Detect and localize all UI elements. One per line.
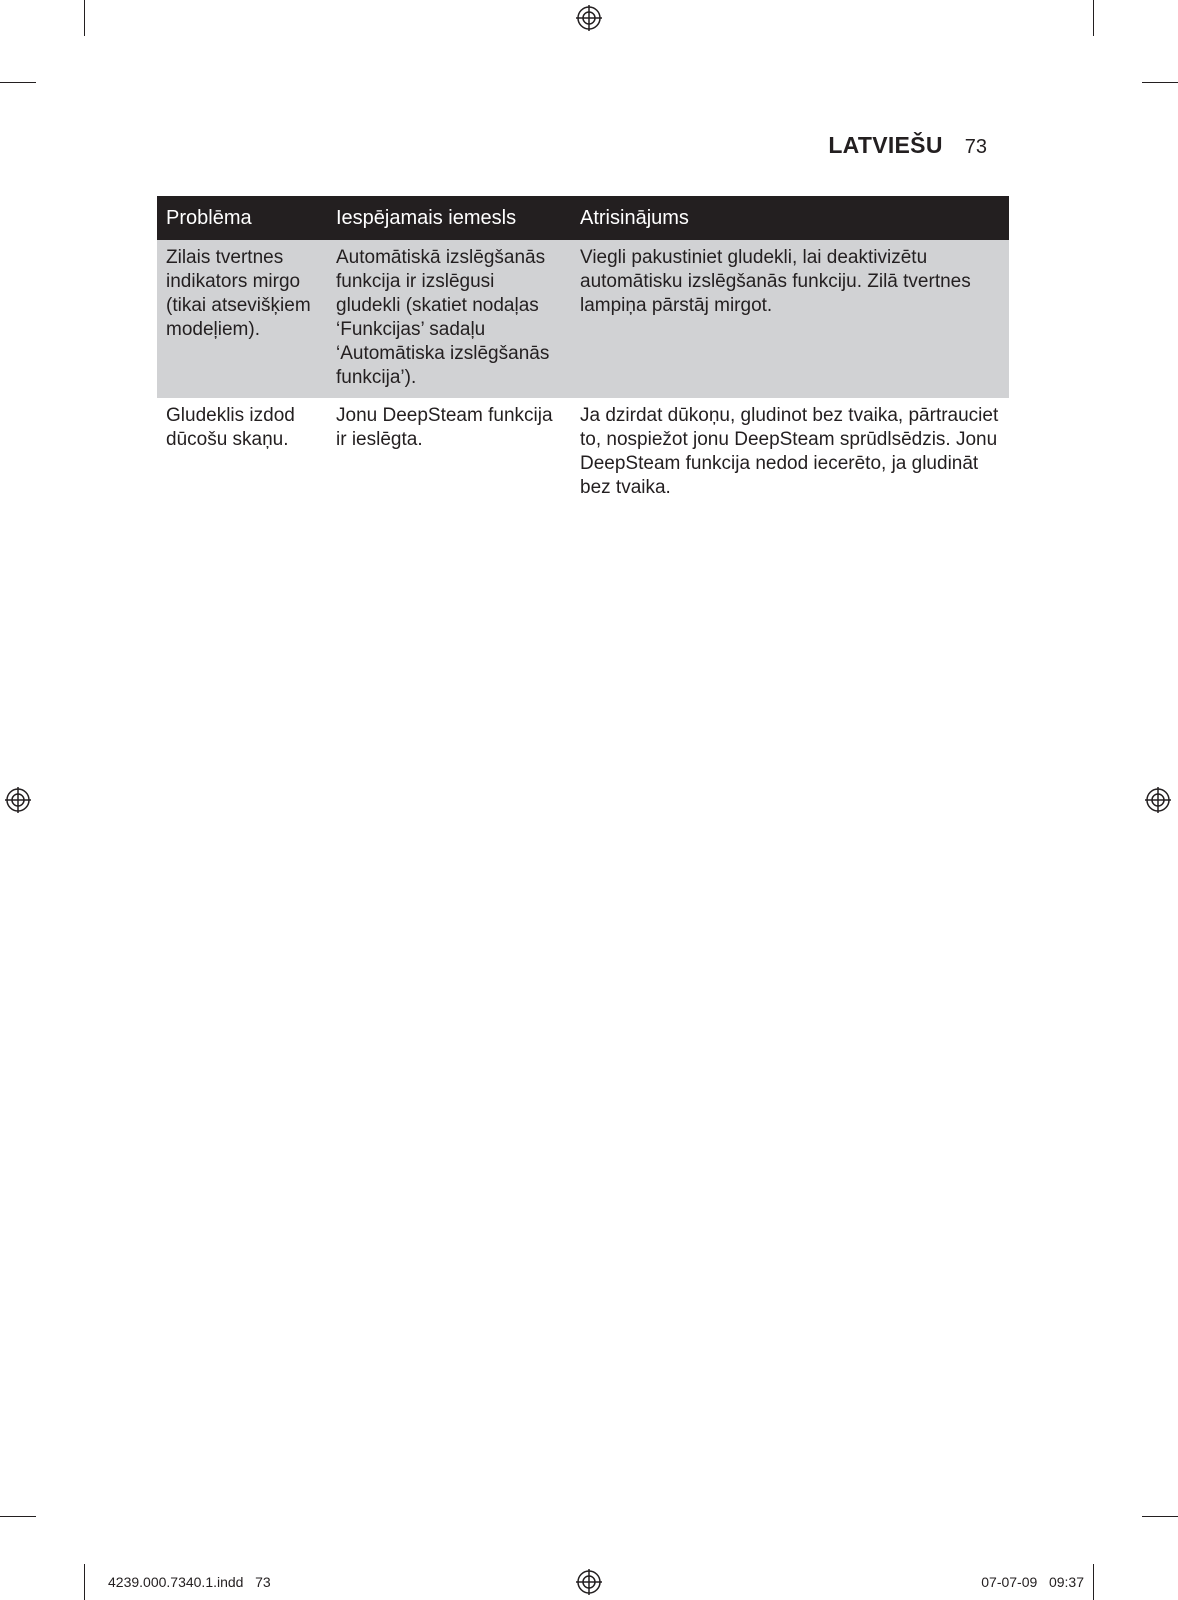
registration-mark-bottom-icon xyxy=(576,1569,602,1595)
crop-mark-bottom-left-horizontal xyxy=(0,1516,36,1517)
registration-mark-right-icon xyxy=(1145,787,1171,813)
crop-mark-bottom-right-vertical xyxy=(1093,1564,1094,1600)
cause-cell: Automātiskā izslēgšanās funkcija ir izslēgusi gludekli (skatiet nodaļas ‘Funkcijas’ sadaļu ‘Automātiska izslēgšanās funkcija’). xyxy=(327,240,571,398)
problem-cell: Gludeklis izdod dūcošu skaņu. xyxy=(166,405,295,450)
section-language-title: LATVIEŠU xyxy=(828,132,943,158)
crop-mark-top-left-vertical xyxy=(84,0,85,36)
registration-mark-left-icon xyxy=(5,787,31,813)
table-row xyxy=(157,398,1009,508)
crop-mark-bottom-left-vertical xyxy=(84,1564,85,1600)
registration-mark-top-icon xyxy=(576,5,602,31)
crop-mark-top-left-horizontal xyxy=(0,82,36,83)
problem-cell: Zilais tvertnes indikators mirgo (tikai atsevišķiem modeļiem). xyxy=(157,240,327,398)
column-header-problem: Problēma xyxy=(157,196,327,240)
footer-date-time: 07-07-09 09:37 xyxy=(981,1574,1084,1590)
column-header-solution: Atrisinājums xyxy=(571,196,1009,240)
crop-mark-top-right-vertical xyxy=(1093,0,1094,36)
troubleshooting-table xyxy=(157,196,1009,508)
page-number: 73 xyxy=(964,136,987,158)
crop-mark-top-right-horizontal xyxy=(1142,82,1178,83)
cause-cell: Jonu DeepSteam funkcija ir ieslēgta. xyxy=(336,405,553,450)
table-row xyxy=(157,240,1009,398)
table-header-row xyxy=(157,196,1009,240)
column-header-cause: Iespējamais iemesls xyxy=(327,196,571,240)
footer-file-info: 4239.000.7340.1.indd 73 xyxy=(108,1574,271,1590)
solution-cell: Ja dzirdat dūkoņu, gludinot bez tvaika, pārtrauciet to, nospiežot jonu DeepSteam sprūdlsēdzis. Jonu DeepSteam funkcija nedod iecerēto, ja gludināt bez tvaika. xyxy=(580,405,999,498)
crop-mark-bottom-right-horizontal xyxy=(1142,1516,1178,1517)
solution-cell: Viegli pakustiniet gludekli, lai deaktivizētu automātisku izslēgšanās funkciju. Zilā tvertnes lampiņa pārstāj mirgot. xyxy=(571,240,1009,398)
running-header xyxy=(828,132,987,159)
